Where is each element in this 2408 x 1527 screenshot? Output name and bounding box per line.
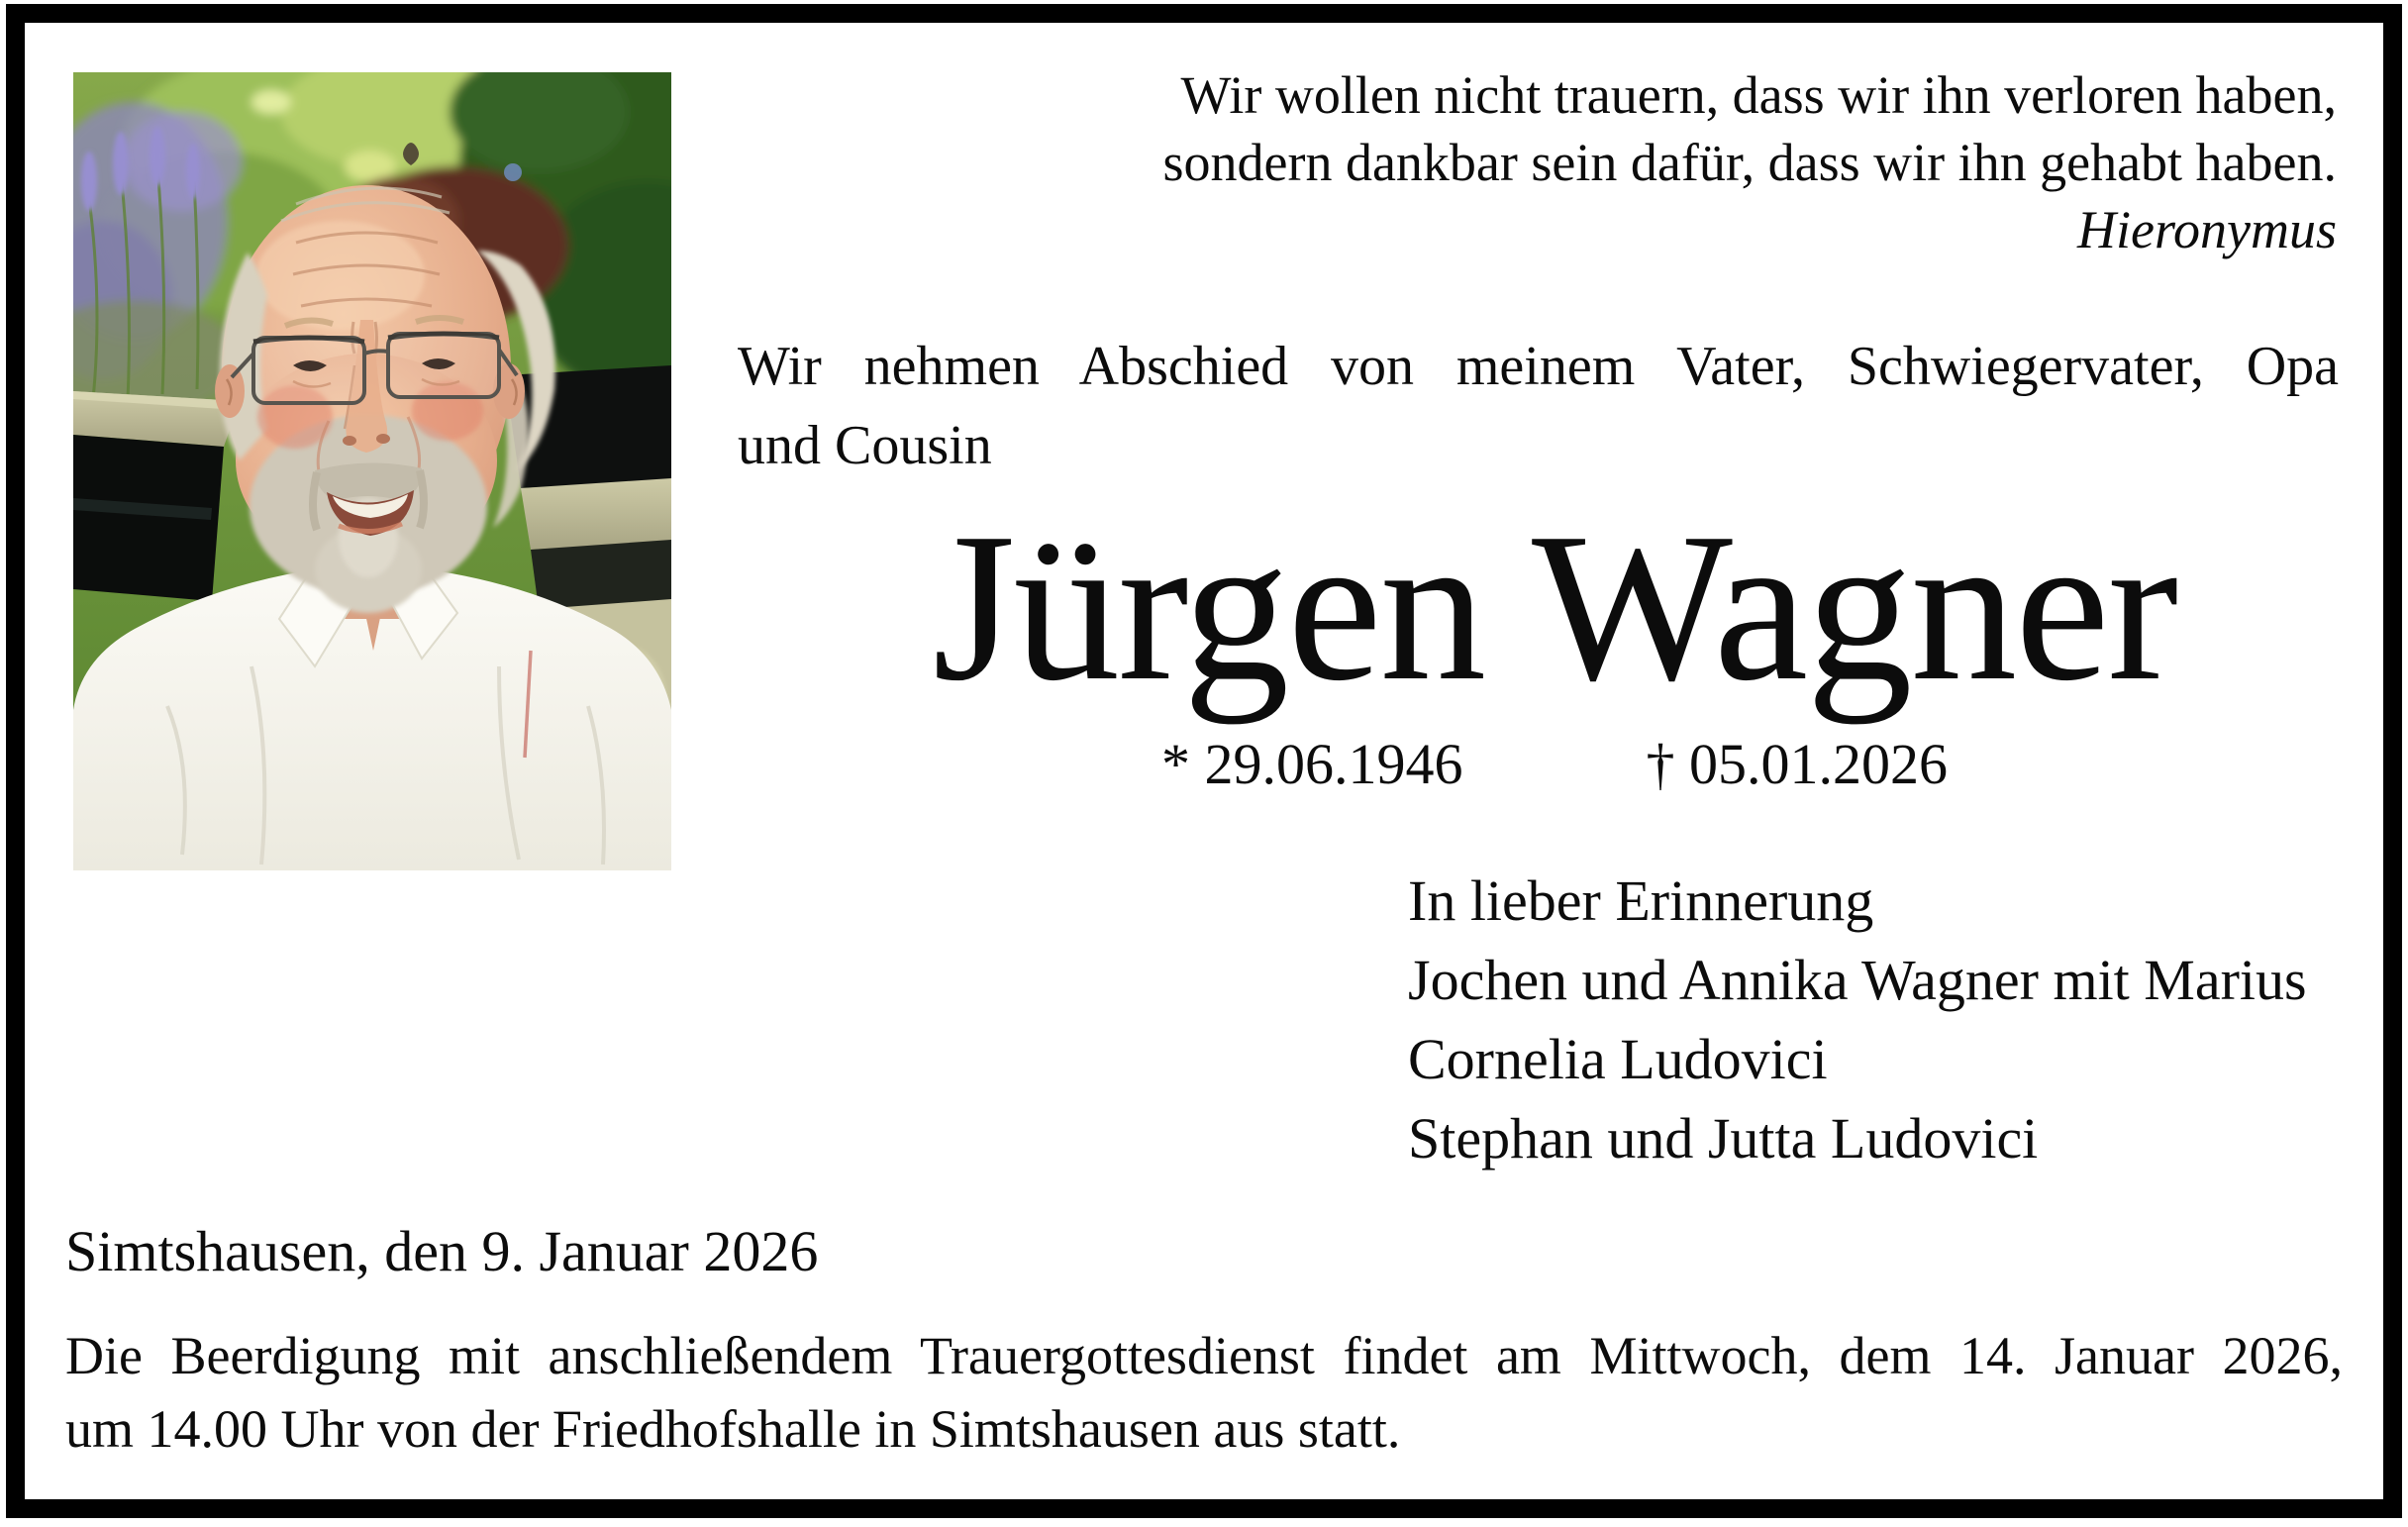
mourners-block (1408, 862, 2307, 1178)
funeral-notice-block (65, 1319, 2343, 1466)
quote-line-2: sondern dankbar sein dafür, dass wir ihn gehabt haben. (1162, 133, 2337, 192)
mourners-heading: In lieber Erinnerung (1408, 868, 1874, 933)
portrait-photo (73, 72, 671, 870)
dates-row (752, 731, 2357, 797)
place-date: Simtshausen, den 9. Januar 2026 (65, 1219, 819, 1283)
intro-line-1: Wir nehmen Abschied von meinem Vater, Schwiegervater, Opa (738, 336, 2339, 397)
portrait-photo-illustration (73, 72, 671, 870)
birth-date: * 29.06.1946 (1161, 732, 1463, 796)
intro-line-2: und Cousin (738, 415, 992, 476)
quote-attribution: Hieronymus (2077, 200, 2337, 259)
intro-block (738, 327, 2339, 485)
mourner-name: Cornelia Ludovici (1408, 1027, 1828, 1091)
deceased-name: Jürgen Wagner (932, 488, 2177, 725)
funeral-line-2: um 14.00 Uhr von der Friedhofshalle in Simtshausen aus statt. (65, 1399, 1401, 1459)
quote-line-1: Wir wollen nicht trauern, dass wir ihn verloren haben, (1180, 65, 2337, 125)
garden-ornament (504, 163, 522, 181)
mourner-name: Stephan und Jutta Ludovici (1408, 1106, 2039, 1171)
left-ear (215, 364, 245, 418)
death-date: † 05.01.2026 (1646, 732, 1948, 796)
mourner-name: Jochen und Annika Wagner mit Marius (1408, 948, 2307, 1012)
quote-block (1163, 61, 2338, 263)
funeral-line-1: Die Beerdigung mit anschließendem Trauergottesdienst findet am Mittwoch, dem 14. Januar 2026, (65, 1326, 2343, 1385)
